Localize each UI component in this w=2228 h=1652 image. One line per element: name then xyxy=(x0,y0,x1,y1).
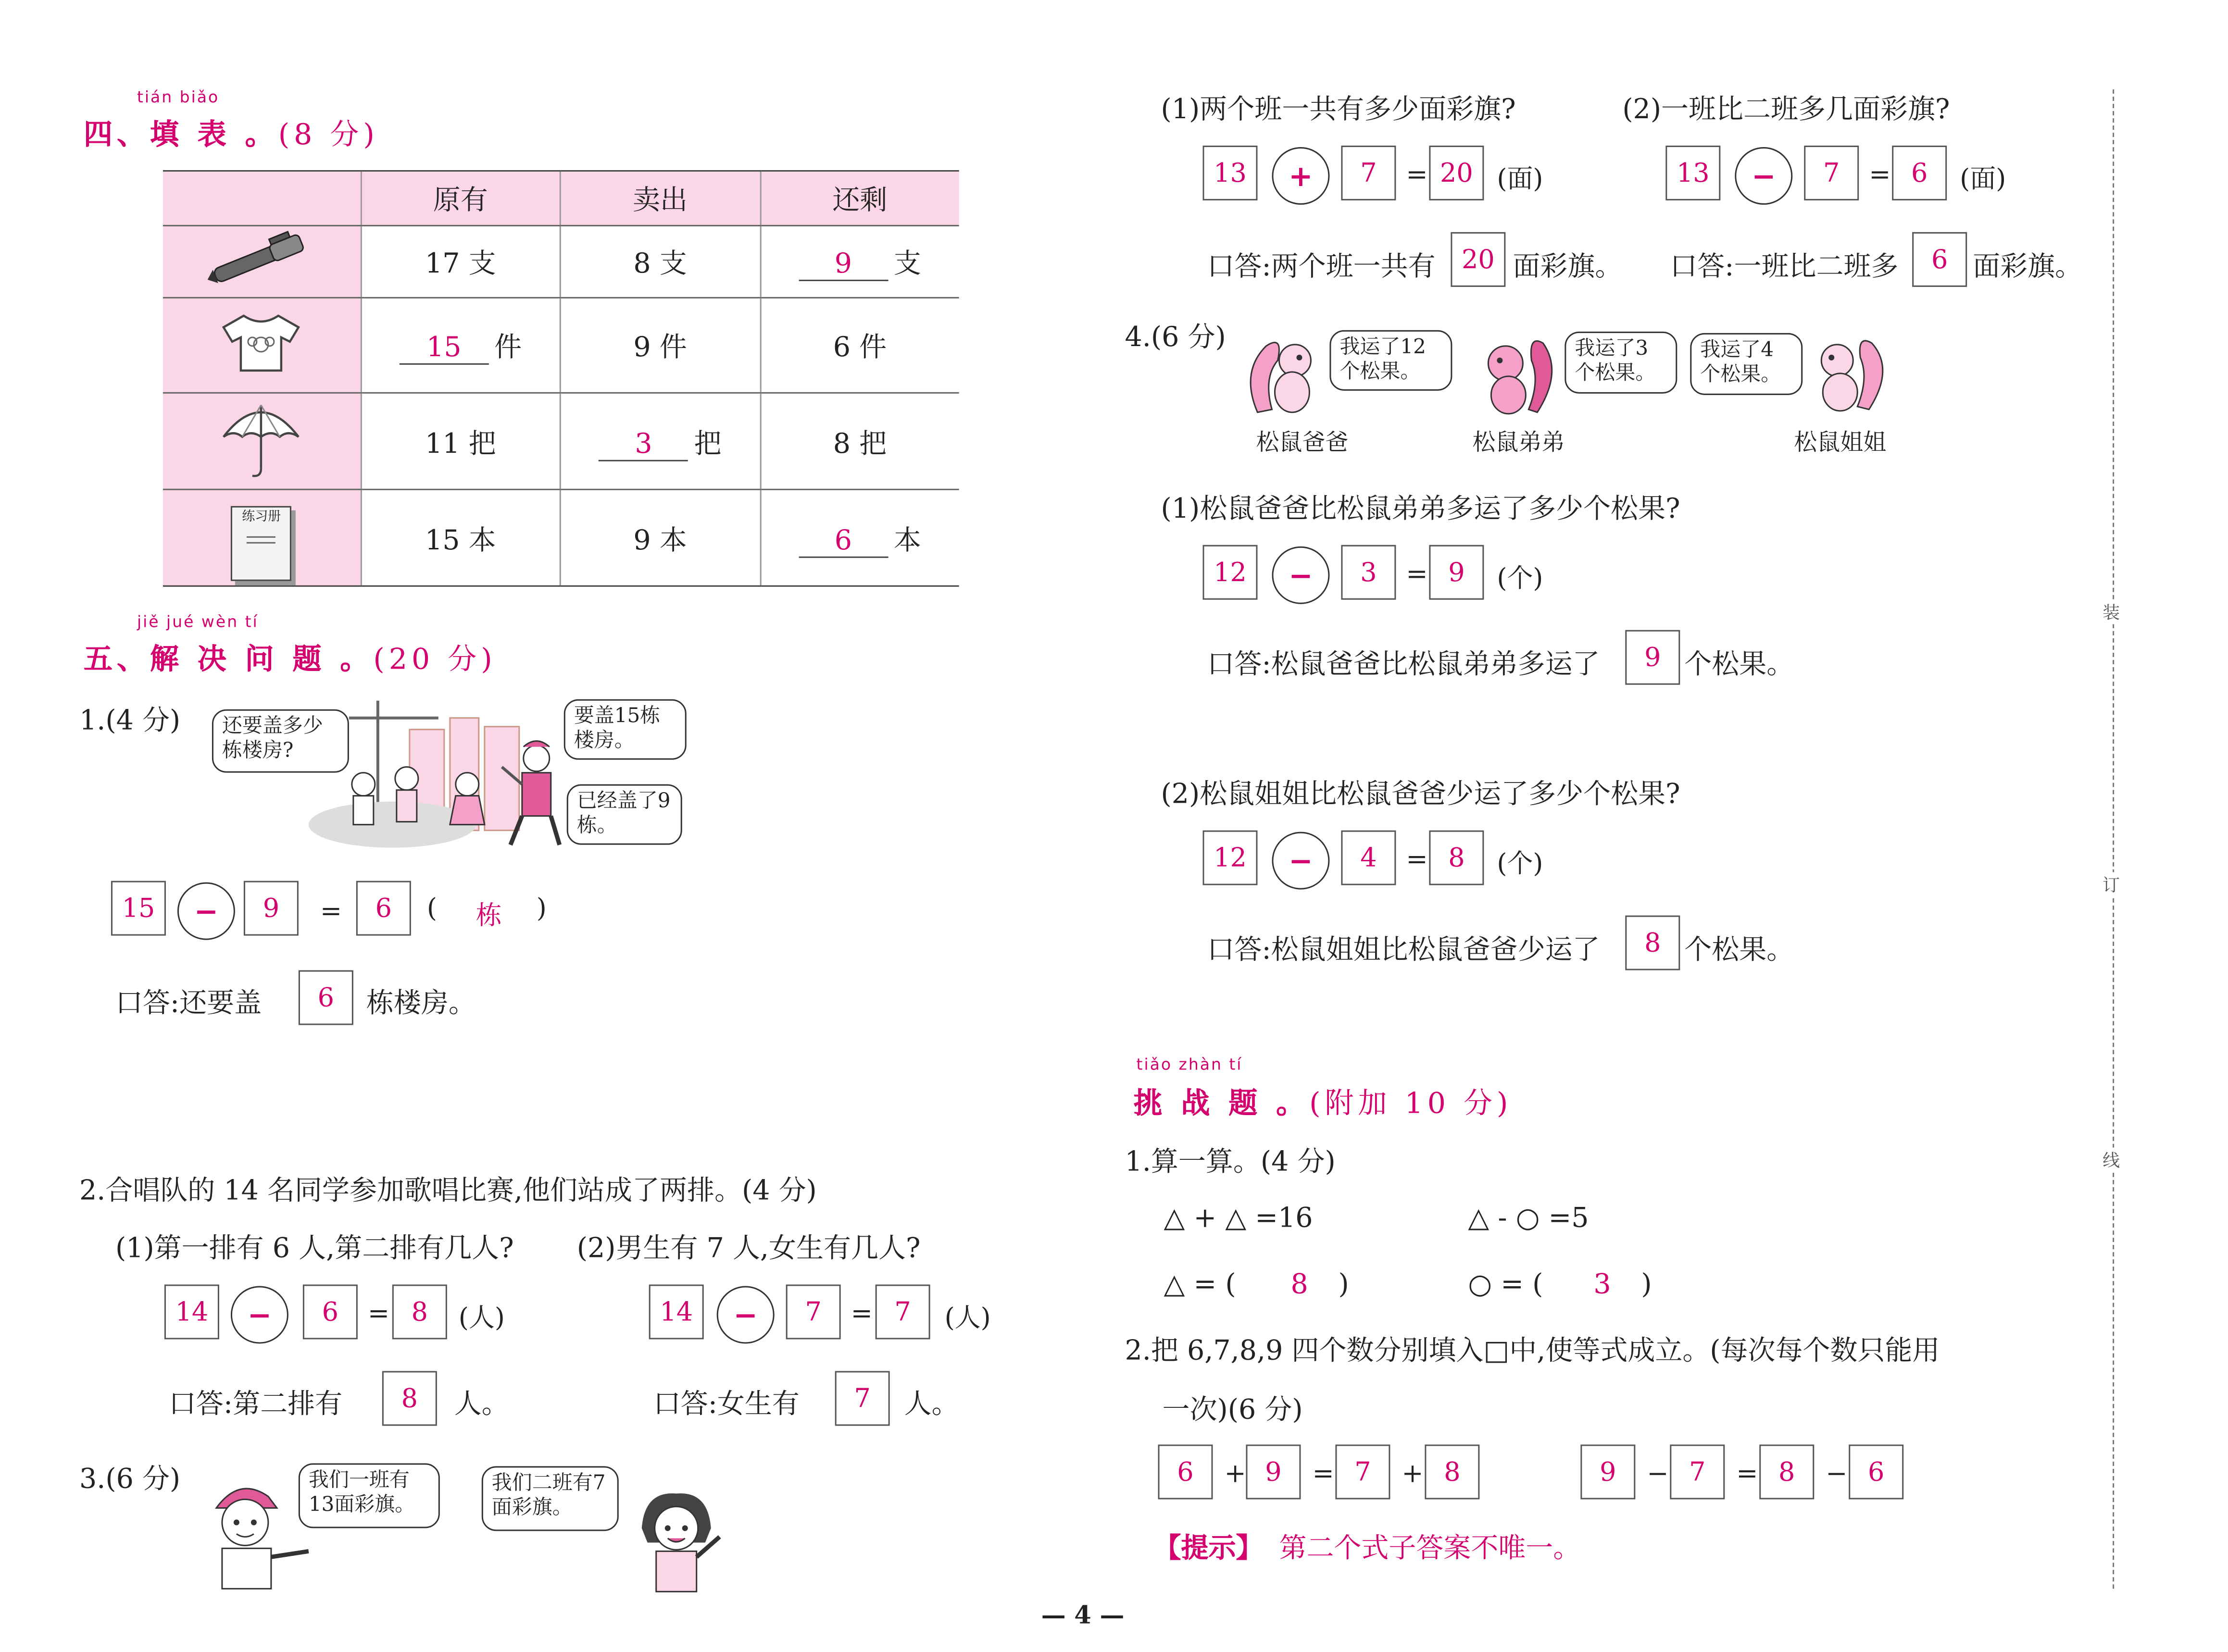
hint-text: 第二个式子答案不唯一。 xyxy=(1279,1532,1581,1565)
q3-bubble-boy: 我们一班有13面彩旗。 xyxy=(299,1463,440,1528)
notebook-icon: 练习册 xyxy=(163,489,361,586)
q1-operator[interactable]: − xyxy=(177,882,235,940)
q4-label: 4.(6 分) xyxy=(1125,321,1226,353)
triangle-answer[interactable]: 8 xyxy=(1290,1268,1308,1301)
circle-answer[interactable]: 3 xyxy=(1593,1268,1611,1301)
challenge-pinyin: tiǎo zhàn tí xyxy=(1136,1055,1243,1074)
challenge-title: 挑 战 题 。(附加 10 分) xyxy=(1133,1085,1513,1120)
umbrella-icon xyxy=(163,393,361,489)
q1-label: 1.(4 分) xyxy=(79,705,181,737)
header-sold: 卖出 xyxy=(560,171,760,225)
q1-unit[interactable]: 栋 xyxy=(476,901,502,932)
hint-label: 【提示】 xyxy=(1153,1532,1264,1565)
q1-result[interactable]: 6 xyxy=(356,881,411,936)
squirrel-dad-bubble: 我运了12个松果。 xyxy=(1329,330,1452,391)
squirrel-sister-icon xyxy=(1805,329,1886,422)
q2-label: 2.合唱队的 14 名同学参加歌唱比赛,他们站成了两排。(4 分) xyxy=(79,1175,817,1207)
header-original: 原有 xyxy=(361,171,560,225)
table-row: 练习册 15 本 9 本 6 本 xyxy=(163,489,959,586)
q1-num-b[interactable]: 9 xyxy=(244,881,299,936)
pen-icon xyxy=(163,225,361,298)
answer-blank[interactable]: 15 xyxy=(399,332,488,365)
shirt-icon xyxy=(163,298,361,393)
worksheet-page: tián biǎo 四、填 表 。(8 分) 原有 卖出 还剩 17 支 8 支 9 支 15 件 9 件 6 件 11 把 3 把 8 把 练习册 15 本 9 本 6 本 jiě jué wèn tí 五、解 决 问 题 。(20 分) 1.(4 分) 还要盖多少栋楼房? 要盖15栋楼房。 已经盖了9栋。 15 − 9 = 6 ( 栋 ) 口答:还要盖 6 栋楼房。 2.合唱队的 14 名同学参加歌唱比赛,他们站成了两排。(4 分) (1)第一排有 6 人,第二排有几人? (2)男生有 7 人,女生有几人? 14 − 6 = 8 (人) 14 − 7 = 7 (人) 口答:第二排有 8 人。 口答:女生有 7 人。 3.(6 分) 我们一班有13面彩旗。 我们二班有7面彩旗。 (1)两个班一共有多少面彩旗? (2)一班比二班多几面彩旗? 13 + 7 = 20 (面) 13 − 7 = 6 (面) 口答:两个班一共有 20 面彩旗。 口答:一班比二班多 6 面彩旗。 4.(6 分) 我运了12个松果。 我运了3个松果。 我运了4个松果。 松鼠爸爸 松鼠弟弟 松鼠姐姐 (1)松鼠爸爸比松鼠弟弟多运了多少个松果? 12 − 3 = 9 (个) 口答:松鼠爸爸比松鼠弟弟多运了 9 个松果。 (2)松鼠姐姐比松鼠爸爸少运了多少个松果? 12 − 4 = 8 (个) 口答:松鼠姐姐比松鼠爸爸少运了 8 个松果。 tiǎo zhàn tí 挑 战 题 。(附加 10 分) 1.算一算。(4 分) △ + △ =16 △ - ○ =5 △ = ( 8 ) ○ = ( 3 ) 2.把 6,7,8,9 四个数分别填入□中,使等式成立。(每次每个数只能用 一次)(6 分) 6 + 9 = 7 + 8 9 − 7 = 8 − 6 【提示】 第二个式子答案不唯一。 装 订 线 — 4 — xyxy=(79,87,2120,1631)
squirrel-dad-icon xyxy=(1246,329,1327,425)
table-row: 15 件 9 件 6 件 xyxy=(163,298,959,393)
q1-num-a[interactable]: 15 xyxy=(111,881,166,936)
table-header-row xyxy=(163,171,959,225)
binding-line xyxy=(2113,89,2114,1589)
girl-illustration xyxy=(627,1485,731,1602)
squirrel-sister-bubble: 我运了4个松果。 xyxy=(1690,333,1802,395)
sec4-pinyin: tián biǎo xyxy=(137,87,220,107)
table-row: 17 支 8 支 9 支 xyxy=(163,225,959,298)
page-number: — 4 — xyxy=(1041,1602,1125,1631)
squirrel-brother-icon xyxy=(1471,329,1557,425)
fill-table xyxy=(163,170,959,587)
q3-bubble-girl: 我们二班有7面彩旗。 xyxy=(482,1466,619,1531)
q1-answer-box[interactable]: 6 xyxy=(299,970,353,1025)
squirrel-brother-bubble: 我运了3个松果。 xyxy=(1565,332,1677,394)
table-row: 11 把 3 把 8 把 xyxy=(163,393,959,489)
q3-label: 3.(6 分) xyxy=(79,1463,181,1495)
q1-bubble-right-top: 要盖15栋楼房。 xyxy=(564,699,687,760)
header-remaining: 还剩 xyxy=(760,171,959,225)
answer-blank[interactable]: 9 xyxy=(799,248,888,281)
sec4-title: 四、填 表 。(8 分) xyxy=(83,116,379,151)
sec5-title: 五、解 决 问 题 。(20 分) xyxy=(83,641,497,676)
answer-blank[interactable]: 3 xyxy=(599,427,688,460)
sec5-pinyin: jiě jué wèn tí xyxy=(137,612,259,632)
q1-bubble-left: 还要盖多少栋楼房? xyxy=(212,709,349,773)
answer-blank[interactable]: 6 xyxy=(799,524,888,557)
q1-bubble-right-bottom: 已经盖了9栋。 xyxy=(567,784,682,845)
